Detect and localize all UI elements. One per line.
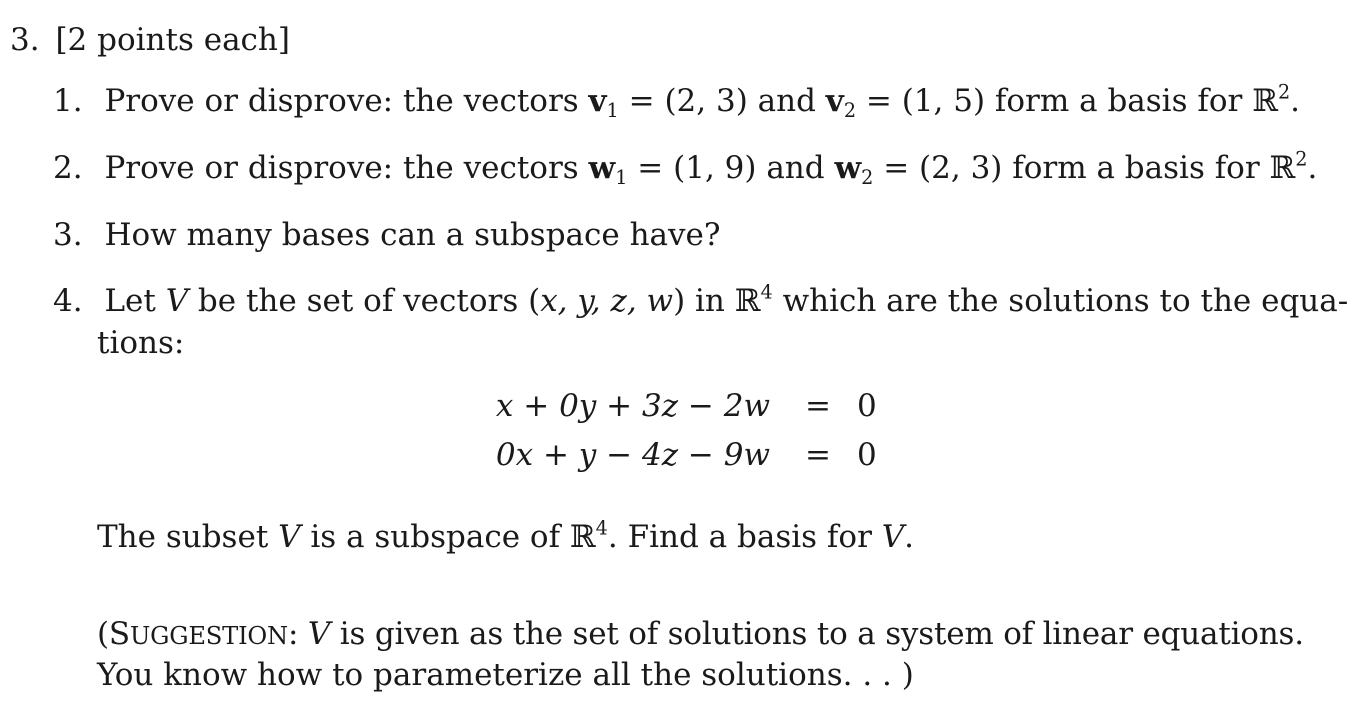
item-3 (53, 215, 721, 255)
set-symbol: V (165, 283, 189, 319)
statement-text: is a subspace of (300, 519, 570, 555)
vector-value: = (2, 3) form a basis for (873, 150, 1270, 186)
suggestion-line-1 (97, 614, 1304, 656)
real-space-symbol: ℝ (569, 519, 596, 555)
item-number: 2. (53, 150, 83, 186)
suggestion-label-rest: UGGESTION (129, 622, 288, 650)
vector-symbol: w (588, 150, 616, 186)
problem-number: 3. (10, 22, 40, 58)
vector-symbol: w (834, 150, 862, 186)
vector-value: = (1, 5) form a basis for (856, 83, 1253, 119)
item-1 (53, 81, 1300, 121)
variables: x, y, z, w (540, 283, 674, 319)
vector-subscript: 1 (606, 98, 619, 122)
vector-symbol: v (588, 83, 607, 119)
item-text: Prove or disprove: the vectors (104, 150, 589, 186)
item-number: 3. (53, 217, 83, 253)
item-text: be the set of vectors ( (188, 283, 541, 319)
suggestion-text: is given as the set of solutions to a system of linear equations. (330, 616, 1304, 652)
item-number: 4. (53, 283, 83, 319)
equals-sign: = (805, 388, 831, 424)
vector-subscript: 2 (843, 98, 857, 122)
item-text: Prove or disprove: the vectors (104, 83, 589, 119)
suggestion-paren: ( (97, 616, 109, 652)
equation-rhs: 0 (857, 437, 877, 473)
item-4-continuation (97, 323, 184, 363)
sentence-end: . (1290, 83, 1301, 119)
equation-lhs: 0x + y − 4z − 9w (495, 437, 770, 473)
real-space-symbol: ℝ (1252, 83, 1278, 119)
statement-text: . Find a basis for (607, 519, 882, 555)
space-exponent: 2 (1277, 80, 1291, 104)
space-exponent: 4 (760, 280, 773, 304)
vector-symbol: v (825, 83, 844, 119)
real-space-symbol: ℝ (1269, 150, 1296, 186)
suggestion-text: You know how to parameterize all the solutions. . . ) (97, 657, 914, 693)
statement-text: . (904, 519, 914, 555)
statement-text: The subset (97, 519, 279, 555)
space-exponent: 2 (1295, 147, 1308, 171)
item-number: 1. (53, 83, 83, 119)
real-space-symbol: ℝ (734, 283, 761, 319)
problem-points: [2 points each] (55, 22, 290, 58)
equals-sign: = (805, 437, 831, 473)
item-text: which are the solutions to the equa- (772, 283, 1348, 319)
vector-subscript: 2 (861, 165, 874, 189)
problem-header (10, 20, 290, 60)
space-exponent: 4 (595, 516, 608, 540)
equation-lhs: x + 0y + 3z − 2w (495, 388, 770, 424)
equation-rhs: 0 (857, 388, 877, 424)
subspace-statement (97, 517, 914, 557)
equation-row-1 (470, 386, 910, 426)
item-text: How many bases can a subspace have? (104, 217, 721, 253)
set-symbol: V (881, 519, 905, 555)
equation-row-2 (470, 435, 910, 475)
item-4 (53, 281, 1348, 321)
item-2 (53, 148, 1317, 188)
item-text: tions: (97, 325, 185, 361)
suggestion-label: S (108, 616, 130, 652)
item-text: ) in (673, 283, 735, 319)
set-symbol: V (307, 616, 331, 652)
vector-value: = (1, 9) and (627, 150, 835, 186)
suggestion-line-2 (97, 655, 914, 695)
vector-value: = (2, 3) and (618, 83, 826, 119)
set-symbol: V (278, 519, 301, 555)
item-text: Let (104, 283, 166, 319)
vector-subscript: 1 (615, 165, 628, 189)
suggestion-colon: : (288, 616, 308, 652)
sentence-end: . (1307, 150, 1318, 186)
